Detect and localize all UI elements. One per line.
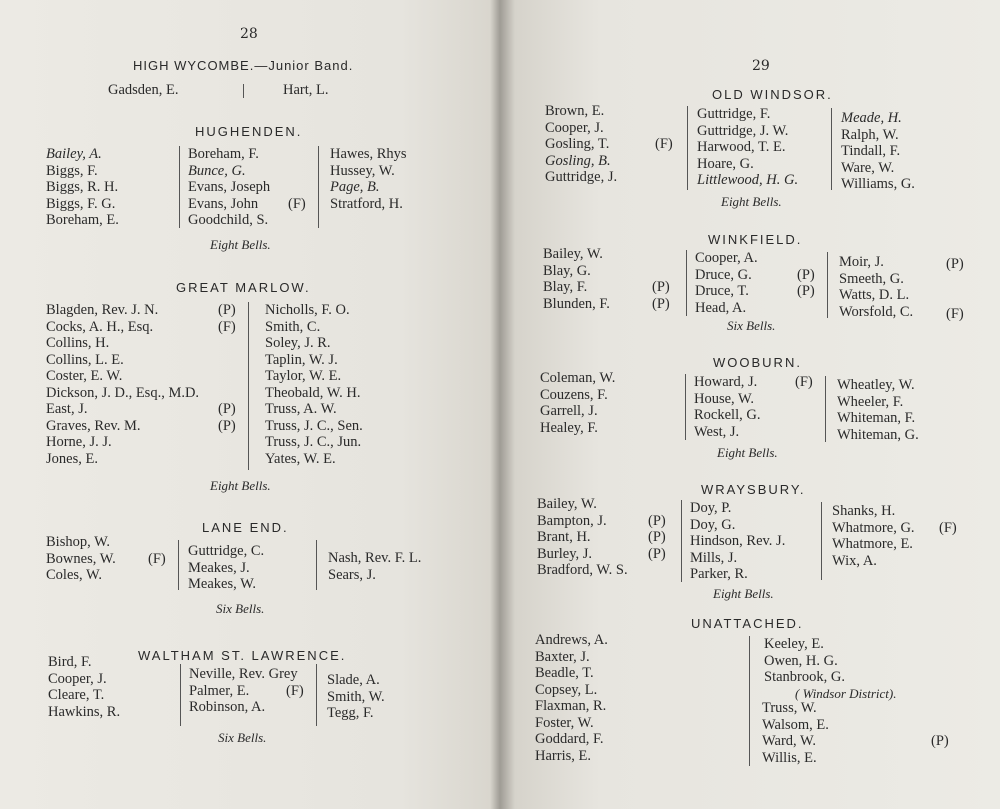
member-name: Boreham, E. [46, 212, 119, 228]
ringer-mark [652, 246, 670, 263]
member-name: Whatmore, E. [832, 536, 913, 552]
wraysbury-col2 [690, 500, 785, 583]
member-name: Bailey, W. [537, 496, 597, 512]
ringer-mark [797, 300, 815, 317]
divider [318, 146, 319, 228]
member-name: Druce, G. [695, 266, 752, 283]
divider [243, 84, 244, 98]
wooburn-bells: Eight Bells. [717, 445, 778, 460]
member-name: Dickson, J. D., Esq., M.D. [46, 384, 200, 401]
wraysbury-col1 [537, 496, 628, 579]
divider [180, 664, 181, 726]
lane-end-col1-marks [148, 534, 166, 584]
member-name: Guttridge, F. [697, 106, 771, 122]
ringer-mark: (P) [648, 545, 666, 562]
hughenden-col2 [188, 146, 270, 229]
member-name: Whiteman, G. [837, 426, 919, 443]
member-name: Page, B. [330, 179, 380, 195]
ringer-mark [218, 451, 236, 468]
divider [681, 500, 682, 582]
ringer-mark: (P) [652, 279, 670, 295]
member-name: Ralph, W. [841, 126, 899, 143]
member-name: Sears, J. [328, 566, 376, 583]
divider [825, 376, 826, 442]
ringer-mark [931, 700, 949, 717]
member-name: Blunden, F. [543, 295, 610, 312]
wraysbury-bells: Eight Bells. [713, 586, 774, 601]
member-name: Bailey, A. [46, 146, 102, 162]
member-name: Doy, G. [690, 516, 736, 533]
member-name: Taplin, W. J. [265, 351, 338, 368]
member-name: Willis, E. [762, 749, 817, 766]
member-name: Nash, Rev. F. L. [328, 550, 422, 566]
ringer-mark [795, 407, 813, 424]
ringer-mark [795, 424, 813, 441]
ringer-mark: (F) [288, 195, 306, 212]
ringer-mark: (F) [286, 682, 304, 699]
waltham-col3 [327, 672, 385, 722]
member-name: Cooper, J. [48, 670, 107, 687]
ringer-mark: (F) [148, 550, 166, 567]
member-name: Druce, T. [695, 283, 749, 299]
member-name: Howard, J. [694, 374, 758, 390]
unattached-col1 [535, 632, 608, 764]
member-name: Rockell, G. [694, 407, 761, 423]
ringer-mark [288, 179, 306, 196]
lane-end-col3 [328, 550, 421, 583]
hughenden-col1 [46, 146, 119, 229]
member-name: Stanbrook, G. [764, 669, 845, 685]
member-name: Bampton, J. [537, 512, 607, 529]
ringer-mark [655, 103, 673, 120]
member-name: Littlewood, H. G. [697, 172, 799, 188]
old-windsor-col3 [841, 110, 915, 193]
member-name: Collins, L. E. [46, 351, 124, 368]
page-number-left: 28 [240, 26, 258, 42]
great-marlow-title: GREAT MARLOW. [176, 280, 311, 295]
windsor-district-note: ( Windsor District). [795, 686, 897, 701]
member-name: Coles, W. [46, 567, 102, 583]
old-windsor-col2 [697, 106, 798, 189]
member-name: Flaxman, R. [535, 698, 607, 714]
member-name: Goodchild, S. [188, 212, 269, 228]
member-name: Wheeler, F. [837, 393, 904, 410]
ringer-mark: (F) [795, 374, 813, 390]
member-name: Worsfold, C. [839, 303, 914, 320]
great-marlow-bells: Eight Bells. [210, 478, 271, 493]
member-name: Hawes, Rhys [330, 146, 407, 162]
member-name: Evans, John [188, 195, 259, 212]
member-name: Brown, E. [545, 103, 605, 119]
member-name: Goddard, F. [535, 731, 604, 747]
ringer-mark [648, 562, 666, 579]
member-name: Hoare, G. [697, 155, 754, 172]
ringer-mark: (P) [797, 266, 815, 283]
ringer-mark [148, 567, 166, 584]
ringer-mark [946, 273, 964, 290]
ringer-mark: (F) [218, 318, 236, 335]
member-name: Cleare, T. [48, 687, 105, 703]
ringer-mark: (F) [939, 519, 957, 536]
left-page [0, 0, 495, 809]
high-wycombe-name: Gadsden, E. [108, 82, 179, 98]
member-name: Blay, F. [543, 279, 588, 295]
waltham-col1 [48, 654, 120, 720]
wraysbury-title: WRAYSBURY. [701, 482, 806, 497]
member-name: Boreham, F. [188, 146, 259, 162]
member-name: Head, A. [695, 299, 747, 316]
divider [316, 540, 317, 590]
divider [821, 502, 822, 580]
member-name: Slade, A. [327, 672, 380, 688]
unattached-col2 [764, 636, 845, 686]
ringer-mark [288, 146, 306, 163]
winkfield-col2-marks [797, 250, 815, 316]
divider [687, 106, 688, 190]
divider [178, 540, 179, 590]
member-name: Neville, Rev. Grey [189, 666, 298, 682]
winkfield-col1 [543, 246, 610, 312]
member-name: Bishop, W. [46, 534, 111, 550]
member-name: Bailey, W. [543, 246, 603, 262]
member-name: West, J. [694, 423, 740, 440]
member-name: East, J. [46, 401, 88, 417]
ringer-mark [655, 169, 673, 186]
divider [686, 250, 687, 316]
member-name: Truss, W. [762, 700, 817, 716]
member-name: Smith, C. [265, 318, 321, 335]
ringer-mark [931, 750, 949, 767]
ringer-mark: (P) [931, 733, 949, 749]
winkfield-col1-marks [652, 246, 670, 312]
member-name: Walsom, E. [762, 716, 829, 733]
wooburn-col2-marks [795, 374, 813, 440]
member-name: Yates, W. E. [265, 450, 336, 467]
ringer-mark: (F) [655, 136, 673, 152]
member-name: Collins, H. [46, 335, 110, 351]
ringer-mark: (P) [652, 295, 670, 312]
member-name: Biggs, F. G. [46, 195, 116, 212]
member-name: Bownes, W. [46, 550, 116, 567]
wooburn-col2 [694, 374, 760, 440]
ringer-mark [218, 385, 236, 402]
member-name: Soley, J. R. [265, 335, 331, 351]
member-name: Guttridge, J. [545, 169, 618, 185]
ringer-mark [655, 120, 673, 137]
member-name: Williams, G. [841, 176, 915, 192]
member-name: Cooper, A. [695, 250, 758, 266]
winkfield-bells: Six Bells. [727, 318, 776, 333]
member-name: Beadle, T. [535, 665, 594, 681]
wraysbury-col1-marks [648, 496, 666, 579]
member-name: Meakes, W. [188, 576, 257, 592]
member-name: Taylor, W. E. [265, 368, 342, 384]
ringer-mark: (P) [797, 283, 815, 299]
ringer-mark [286, 666, 304, 683]
member-name: Horne, J. J. [46, 434, 112, 450]
unattached-title: UNATTACHED. [691, 616, 804, 631]
member-name: Graves, Rev. M. [46, 417, 141, 434]
lane-end-bells: Six Bells. [216, 601, 265, 616]
ringer-mark [218, 368, 236, 385]
divider [248, 302, 249, 470]
member-name: Jones, E. [46, 450, 98, 467]
member-name: Parker, R. [690, 566, 748, 582]
divider [316, 664, 317, 726]
unattached-col2b [762, 700, 829, 766]
member-name: Theobald, W. H. [265, 384, 361, 401]
member-name: Bradford, W. S. [537, 562, 628, 578]
wraysbury-col3-marks [939, 503, 957, 569]
ringer-mark: (P) [648, 529, 666, 545]
member-name: Truss, J. C., Jun. [265, 434, 362, 450]
member-name: Healey, F. [540, 419, 598, 436]
ringer-mark [652, 263, 670, 280]
member-name: Wheatley, W. [837, 377, 915, 393]
lane-end-col2 [188, 543, 264, 593]
ringer-mark [288, 212, 306, 229]
ringer-mark [218, 434, 236, 451]
winkfield-col2 [695, 250, 758, 316]
member-name: Meade, H. [841, 110, 902, 126]
ringer-mark: (P) [218, 417, 236, 434]
member-name: Hindson, Rev. J. [690, 533, 786, 549]
high-wycombe-name: Hart, L. [283, 82, 329, 98]
member-name: Guttridge, C. [188, 543, 265, 559]
lane-end-title: LANE END. [202, 520, 289, 535]
divider [831, 108, 832, 190]
ringer-mark: (P) [218, 401, 236, 417]
waltham-col2 [189, 666, 298, 716]
member-name: Couzens, F. [540, 386, 608, 403]
member-name: Gosling, T. [545, 136, 610, 152]
ringer-mark [655, 153, 673, 170]
member-name: Tindall, F. [841, 143, 901, 159]
member-name: Hawkins, R. [48, 703, 121, 720]
old-windsor-col1-marks [655, 103, 673, 186]
winkfield-title: WINKFIELD. [708, 232, 803, 247]
member-name: Coleman, W. [540, 370, 616, 386]
member-name: Harwood, T. E. [697, 139, 786, 155]
ringer-mark [286, 699, 304, 716]
member-name: Tegg, F. [327, 705, 374, 721]
ringer-mark [795, 391, 813, 408]
wooburn-col3 [837, 377, 919, 443]
hughenden-col3 [330, 146, 407, 212]
member-name: Hussey, W. [330, 162, 395, 179]
member-name: Copsey, L. [535, 681, 598, 698]
member-name: Nicholls, F. O. [265, 302, 350, 318]
ringer-mark [946, 289, 964, 306]
waltham-col2-marks [286, 666, 304, 716]
member-name: Andrews, A. [535, 632, 608, 648]
right-page [505, 0, 1000, 809]
member-name: Truss, A. W. [265, 401, 337, 417]
member-name: Smith, W. [327, 688, 385, 705]
winkfield-col3-marks [946, 256, 964, 322]
ringer-mark [218, 352, 236, 369]
member-name: Bird, F. [48, 654, 92, 670]
wooburn-title: WOOBURN. [713, 355, 802, 370]
member-name: Burley, J. [537, 545, 593, 562]
old-windsor-title: OLD WINDSOR. [712, 87, 833, 102]
great-marlow-col2 [265, 302, 363, 467]
lane-end-col1 [46, 534, 116, 584]
waltham-title: WALTHAM ST. LAWRENCE. [138, 648, 347, 663]
member-name: Guttridge, J. W. [697, 122, 789, 139]
member-name: Baxter, J. [535, 648, 590, 665]
member-name: Moir, J. [839, 254, 884, 270]
hughenden-col2-marks [288, 146, 306, 229]
member-name: Cocks, A. H., Esq. [46, 318, 154, 335]
member-name: Blay, G. [543, 262, 591, 279]
page-number-right: 29 [752, 58, 770, 74]
member-name: Bunce, G. [188, 162, 246, 179]
member-name: Stratford, H. [330, 195, 403, 212]
member-name: House, W. [694, 390, 755, 407]
ringer-mark [939, 503, 957, 520]
unattached-col2b-marks [931, 700, 949, 766]
member-name: Gosling, B. [545, 152, 611, 169]
ringer-mark [931, 717, 949, 734]
ringer-mark: (P) [218, 302, 236, 318]
member-name: Evans, Joseph [188, 179, 271, 195]
ringer-mark [148, 534, 166, 551]
member-name: Ware, W. [841, 159, 895, 176]
member-name: Palmer, E. [189, 682, 250, 699]
member-name: Brant, H. [537, 529, 591, 545]
high-wycombe-title: HIGH WYCOMBE.—Junior Band. [133, 58, 354, 73]
member-name: Biggs, F. [46, 162, 98, 179]
member-name: Coster, E. W. [46, 368, 123, 384]
ringer-mark [939, 553, 957, 570]
ringer-mark [218, 335, 236, 352]
hughenden-bells: Eight Bells. [210, 237, 271, 252]
ringer-mark [288, 163, 306, 180]
great-marlow-col1-marks [218, 302, 236, 467]
member-name: Doy, P. [690, 500, 732, 516]
member-name: Robinson, A. [189, 699, 266, 715]
member-name: Smeeth, G. [839, 270, 904, 287]
member-name: Meakes, J. [188, 559, 250, 576]
ringer-mark [939, 536, 957, 553]
member-name: Wix, A. [832, 552, 877, 569]
member-name: Keeley, E. [764, 636, 824, 652]
ringer-mark: (P) [648, 512, 666, 529]
member-name: Biggs, R. H. [46, 179, 119, 195]
member-name: Garrell, J. [540, 403, 598, 419]
divider [827, 252, 828, 318]
ringer-mark [797, 250, 815, 267]
old-windsor-bells: Eight Bells. [721, 194, 782, 209]
ringer-mark [648, 496, 666, 513]
divider [685, 374, 686, 440]
member-name: Truss, J. C., Sen. [265, 417, 363, 434]
member-name: Whatmore, G. [832, 519, 915, 536]
old-windsor-col1 [545, 103, 617, 186]
winkfield-col3 [839, 254, 913, 320]
member-name: Mills, J. [690, 549, 738, 566]
divider [179, 146, 180, 228]
member-name: Cooper, J. [545, 119, 604, 136]
great-marlow-col1 [46, 302, 199, 467]
member-name: Ward, W. [762, 733, 817, 749]
member-name: Shanks, H. [832, 503, 896, 519]
member-name: Blagden, Rev. J. N. [46, 302, 159, 318]
wooburn-col1 [540, 370, 615, 436]
divider [749, 636, 750, 766]
member-name: Watts, D. L. [839, 287, 910, 303]
ringer-mark: (F) [946, 305, 964, 322]
member-name: Owen, H. G. [764, 652, 838, 669]
ringer-mark: (P) [946, 256, 964, 272]
hughenden-title: HUGHENDEN. [195, 124, 303, 139]
member-name: Foster, W. [535, 714, 594, 731]
member-name: Whiteman, F. [837, 410, 916, 426]
member-name: Harris, E. [535, 747, 591, 764]
wraysbury-col3 [832, 503, 915, 569]
waltham-bells: Six Bells. [218, 730, 267, 745]
